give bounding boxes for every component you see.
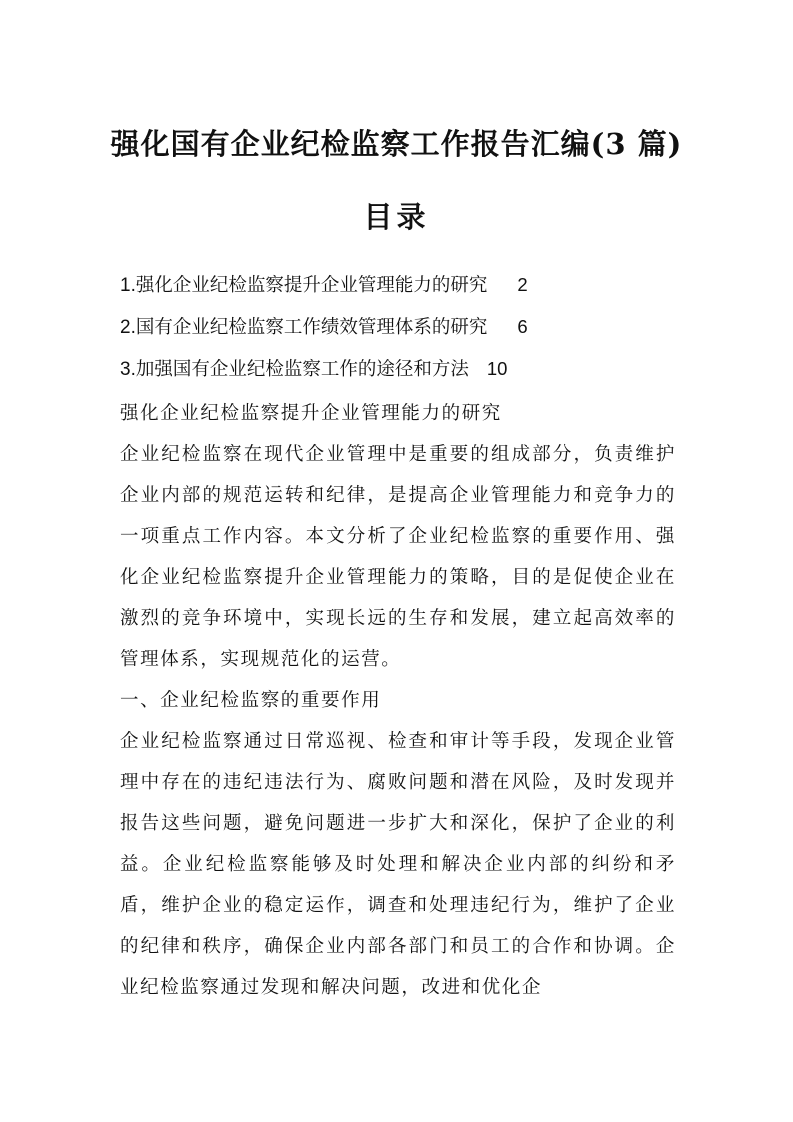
toc-entry-page: 2: [517, 274, 528, 295]
section-heading: 一、企业纪检监察的重要作用: [120, 690, 382, 711]
toc-entry-page: 6: [517, 316, 528, 337]
toc-entry-text: 加强国有企业纪检监察工作的途径和方法: [135, 359, 469, 380]
toc-entry-page: 10: [486, 358, 508, 379]
document-title: 强化国有企业纪检监察工作报告汇编(3 篇): [110, 127, 683, 161]
toc-entry-text: 国有企业纪检监察工作绩效管理体系的研究: [135, 317, 488, 338]
toc-entry[interactable]: [120, 352, 680, 394]
toc-entry[interactable]: [120, 310, 680, 352]
article-body: [120, 393, 676, 1008]
toc-entry-number: 3.: [120, 359, 136, 380]
article-intro-paragraph: 企业纪检监察在现代企业管理中是重要的组成部分，负责维护企业内部的规范运转和纪律，是提高企业管理能力和竞争力的一项重点工作内容。本文分析了企业纪检监察的重要作用、强化企业纪检监察提升企业管理能力的策略，目的是促使企业在激烈的竞争环境中，实现长远的生存和发展，建立起高效率的管理体系，实现规范化的运营。: [120, 444, 676, 670]
toc-entry-number: 1.: [120, 275, 136, 296]
section-paragraph: 企业纪检监察通过日常巡视、检查和审计等手段，发现企业管理中存在的违纪违法行为、腐败问题和潜在风险，及时发现并报告这些问题，避免问题进一步扩大和深化，保护了企业的利益。企业纪检监察能够及时处理和解决企业内部的纠纷和矛盾，维护企业的稳定运作，调查和处理违纪行为，维护了企业的纪律和秩序，确保企业内部各部门和员工的合作和协调。企业纪检监察通过发现和解决问题，改进和优化企: [120, 731, 676, 998]
article-title: 强化企业纪检监察提升企业管理能力的研究: [120, 403, 502, 424]
toc-entry[interactable]: [120, 268, 680, 310]
toc-heading: 目录: [363, 200, 430, 234]
toc-entry-number: 2.: [120, 317, 136, 338]
toc-entry-text: 强化企业纪检监察提升企业管理能力的研究: [135, 275, 488, 296]
table-of-contents: [120, 268, 680, 394]
